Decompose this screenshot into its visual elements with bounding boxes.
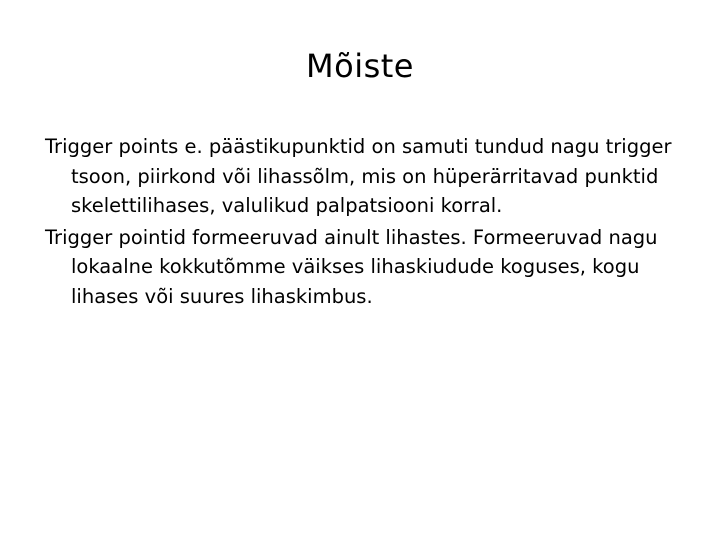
slide-body — [45, 132, 695, 313]
paragraph-formation: Trigger pointid formeeruvad ainult lihastes. Formeeruvad nagu lokaalne kokkutõmme väikses lihaskiudude koguses, kogu lihases või suures lihaskimbus. — [45, 225, 658, 308]
slide-title: Mõiste — [306, 47, 414, 85]
paragraph-definition: Trigger points e. päästikupunktid on samuti tundud nagu trigger tsoon, piirkond või lihassõlm, mis on hüperärritavad punktid skelettilihases, valulikud palpatsiooni korral. — [45, 135, 672, 217]
